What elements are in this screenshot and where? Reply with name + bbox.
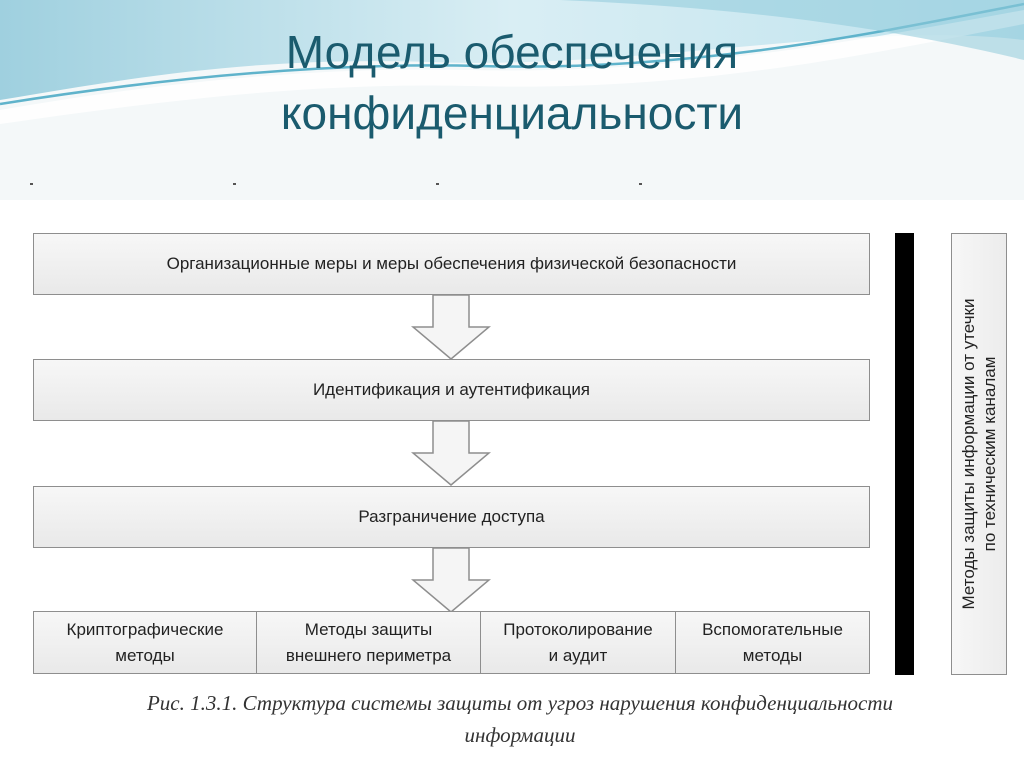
method-auxiliary-cell bbox=[675, 612, 869, 673]
dotted-separator bbox=[0, 178, 1024, 190]
method-auxiliary-line-2: методы bbox=[742, 645, 803, 665]
level-access-control-box bbox=[33, 486, 870, 548]
methods-row bbox=[33, 611, 870, 674]
method-perimeter-cell bbox=[256, 612, 480, 673]
arrow-down-3 bbox=[411, 548, 491, 614]
method-audit-cell bbox=[480, 612, 675, 673]
level-access-control-label: Разграничение доступа bbox=[358, 507, 545, 526]
method-crypto-cell bbox=[34, 612, 256, 673]
arrow-down-1 bbox=[411, 295, 491, 361]
side-label-line-1: Методы защиты информации от утечки bbox=[959, 298, 978, 610]
arrow-down-2 bbox=[411, 421, 491, 487]
figure-caption-line-2: информации bbox=[464, 723, 576, 747]
method-crypto-line-2: методы bbox=[115, 645, 175, 665]
figure-caption-line-1: Рис. 1.3.1. Структура системы защиты от угроз нарушения конфиденциальности bbox=[146, 691, 894, 715]
level-physical-security-box bbox=[33, 233, 870, 295]
side-technical-channels-label bbox=[958, 239, 1000, 669]
slide-title-line-2: конфиденциальности bbox=[280, 87, 744, 139]
level-identification-box bbox=[33, 359, 870, 421]
slide-title-line-1: Модель обеспечения bbox=[285, 26, 739, 78]
method-perimeter-line-2: внешнего периметра bbox=[285, 645, 452, 665]
method-audit-line-2: и аудит bbox=[548, 645, 608, 665]
level-physical-security-label: Организационные меры и меры обеспечения физической безопасности bbox=[166, 254, 737, 273]
side-technical-channels-box bbox=[951, 233, 1007, 675]
method-perimeter-line-1: Методы защиты bbox=[304, 619, 433, 639]
method-auxiliary-line-1: Вспомогательные bbox=[702, 619, 843, 639]
side-divider-bar bbox=[895, 233, 914, 675]
method-crypto-line-1: Криптографические bbox=[66, 619, 224, 639]
method-audit-line-1: Протоколирование bbox=[503, 619, 653, 639]
slide-title bbox=[140, 22, 884, 144]
side-label-line-2: по техническим каналам bbox=[980, 356, 999, 552]
figure-caption bbox=[40, 687, 1000, 751]
level-identification-label: Идентификация и аутентификация bbox=[312, 380, 591, 399]
